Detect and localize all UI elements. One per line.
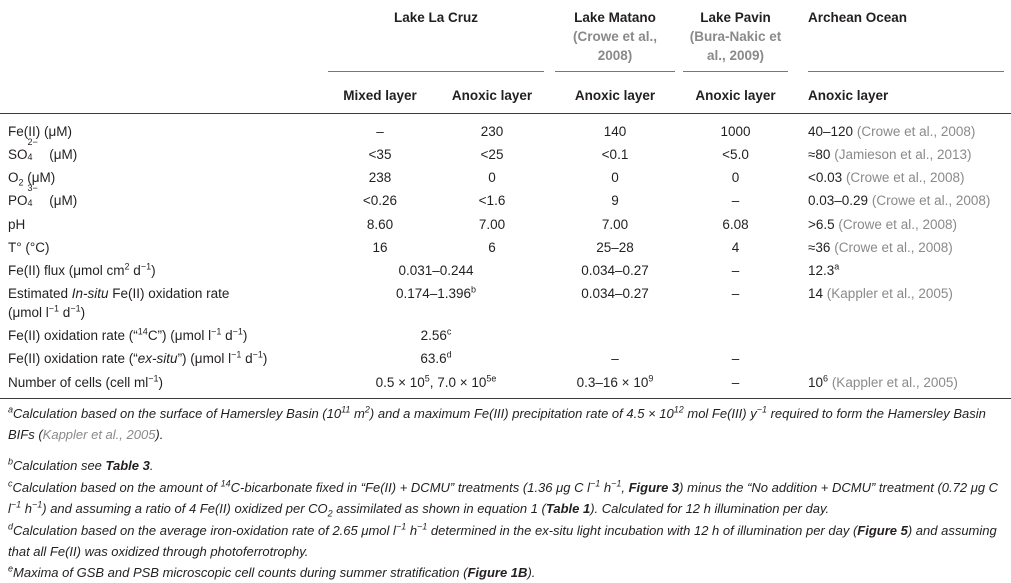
cell-pavin: – — [731, 351, 740, 366]
table-1-link[interactable]: Table 1 — [545, 501, 591, 516]
cell-pavin: 1000 — [720, 124, 751, 139]
figure-1b-link[interactable]: Figure 1B — [467, 565, 528, 580]
subheader-mixed-layer: Mixed layer — [343, 88, 417, 103]
cell-pavin: – — [731, 263, 740, 278]
figure-5-link[interactable]: Figure 5 — [857, 523, 908, 538]
cell-pavin: <5.0 — [722, 147, 749, 162]
cell-la-cruz-merged: 0.031–0.244 — [398, 263, 474, 278]
subheader-anoxic-layer-archean: Anoxic layer — [808, 88, 889, 103]
archean-ref: (Crowe et al., 2008) — [856, 124, 976, 139]
row-label: Fe(II) oxidation rate (“$^{14}$C”) (μmol $l^{-1}$ $d^{-1}$) — [8, 326, 248, 343]
cell-pavin: 0 — [731, 170, 740, 185]
cell-mixed: 16 — [372, 240, 388, 255]
cell-matano: 0.034–0.27 — [581, 286, 649, 301]
header-lake-matano-ref: (Crowe et al., 2008) — [572, 29, 658, 63]
cell-la-cruz-merged: 63.6$^d$ — [420, 349, 452, 366]
cell-anoxic: <1.6 — [478, 193, 506, 208]
header-lake-matano-title: Lake Matano — [574, 10, 656, 25]
footnote-d: $^d$Calculation based on the average iron-oxidation rate of 2.65 μmol $l^{-1}$ $h^{-1}$ determined in the ex-situ light incubation with 12 h of illumination per day (Figure 5) and assuming that all Fe(II) was oxidized through photoferrotrophy. — [8, 521, 997, 559]
row-label: Number of cells (cell $ml^{-1}$) — [8, 373, 164, 390]
cell-anoxic: 6 — [488, 240, 496, 255]
header-lake-pavin-title: Lake Pavin — [700, 10, 771, 25]
table-bottom-rule — [0, 398, 1011, 399]
cell-matano: 140 — [603, 124, 627, 139]
cell-la-cruz-merged: 2.56$^c$ — [420, 326, 452, 343]
cell-pavin: 4 — [731, 240, 740, 255]
row-label: Fe(II) flux (μmol $cm^2$ $d^{-1}$) — [8, 261, 156, 278]
rule-archean — [808, 71, 1004, 72]
cell-mixed: <0.26 — [362, 193, 398, 208]
footnote-e: $^e$Maxima of GSB and PSB microscopic cell counts during summer stratification (Figure 1B). — [8, 563, 536, 580]
archean-ref: (Jamieson et al., 2013) — [834, 147, 972, 162]
subheader-anoxic-layer-la-cruz: Anoxic layer — [451, 88, 533, 103]
cell-pavin: – — [731, 375, 740, 390]
row-label: Estimated In-situ Fe(II) oxidation rate (μmol $l^{-1}$ $d^{-1}$) — [8, 286, 230, 320]
archean-ref: (Crowe et al., 2008) — [845, 170, 965, 185]
archean-value: <0.03 — [808, 170, 843, 185]
cell-pavin: – — [731, 286, 740, 301]
cell-matano: <0.1 — [601, 147, 629, 162]
row-label: $O_2$ (μM) — [8, 170, 56, 188]
cell-anoxic: <25 — [480, 147, 504, 162]
cell-mixed: – — [376, 124, 384, 139]
cell-matano: 0.034–0.27 — [581, 263, 649, 278]
rule-matano — [555, 71, 675, 72]
row-label: Fe(II) oxidation rate (“ex-situ”) (μmol $l^{-1}$ $d^{-1}$) — [8, 349, 268, 366]
archean-value: ≈80 — [808, 147, 831, 162]
table-3-link[interactable]: Table 3 — [105, 458, 150, 473]
subheader-anoxic-layer-pavin: Anoxic layer — [695, 88, 776, 103]
figure-3-link[interactable]: Figure 3 — [628, 480, 680, 495]
archean-value: 14 — [808, 286, 824, 301]
archean-ref: (Crowe et al., 2008) — [871, 193, 991, 208]
cell-matano: 0 — [611, 170, 619, 185]
footnote-c: $^c$Calculation based on the amount of $^{14}$C-bicarbonate fixed in “Fe(II) + DCMU” treatments (1.36 μg C $l^{-1}$ $h^{-1}$, Figure 3) minus the “No addition + DCMU” treatment (0.72 μg C $l^{-1}$ $h^{-1}$) and assuming a ratio of 4 Fe(II) oxidized per $CO_2$ assimilated as shown in equation 1 (Table 1). Calculated for 12 h illumination per day. — [8, 478, 999, 519]
row-label: Fe(II) (μM) — [8, 124, 73, 139]
rule-pavin — [683, 71, 788, 72]
archean-value: >6.5 — [808, 217, 835, 232]
cell-archean — [808, 145, 972, 164]
cell-archean — [808, 238, 953, 257]
header-lake-matano — [555, 8, 675, 65]
archean-value: ≈36 — [808, 240, 831, 255]
footnote-mark: a — [834, 261, 840, 272]
cell-matano: 9 — [611, 193, 619, 208]
archean-value: 40–120 — [808, 124, 854, 139]
archean-ref: (Crowe et al., 2008) — [838, 217, 957, 232]
cell-archean — [808, 215, 957, 234]
cell-mixed: 8.60 — [366, 217, 394, 232]
cell-pavin: 6.08 — [722, 217, 749, 232]
header-lake-la-cruz: Lake La Cruz — [393, 10, 479, 25]
archean-value: 12.3 — [808, 263, 835, 278]
cell-archean — [808, 168, 965, 187]
row-label: pH — [8, 217, 26, 232]
cell-matano: 7.00 — [601, 217, 629, 232]
header-lake-pavin — [683, 8, 788, 65]
cell-la-cruz-merged: $0.5 \times 10^5$, $7.0 \times 10^{5e}$ — [375, 373, 497, 390]
footnote-a-ref[interactable]: Kappler et al., 2005 — [42, 427, 156, 442]
footnote-b: $^b$Calculation see Table 3. — [8, 456, 154, 473]
row-label: T° (°C) — [8, 240, 50, 255]
cell-matano: 25–28 — [596, 240, 634, 255]
cell-matano: – — [611, 351, 619, 366]
archean-ref: (Kappler et al., 2005) — [831, 375, 958, 390]
cell-archean — [808, 122, 975, 141]
rule-la-cruz — [328, 71, 544, 72]
footnote-a: $^a$Calculation based on the surface of Hamersley Basin ($10^{11}$ $m^2$) and a maximum Fe(III) precipitation rate of $4.5 \times 10^{12}$ mol Fe(III) $y^{-1}$ required to form the Hamersley Basin BIFs (Kappler et al., 2005). — [8, 404, 986, 442]
header-lake-pavin-ref: (Bura-Nakic et al., 2009) — [689, 29, 782, 63]
cell-mixed: 238 — [368, 170, 392, 185]
cell-archean: $10^6$ (Kappler et al., 2005) — [808, 373, 958, 390]
cell-pavin: – — [731, 193, 740, 208]
row-label: PO 3− 4 (μM) — [8, 183, 78, 208]
cell-anoxic: 7.00 — [478, 217, 506, 232]
cell-archean — [808, 191, 990, 210]
cell-archean — [808, 284, 953, 303]
row-label: SO 2− 4 (μM) — [8, 137, 78, 162]
cell-la-cruz-merged: 0.174–1.396$^b$ — [395, 284, 477, 301]
header-archean-ocean: Archean Ocean — [808, 10, 908, 25]
subheader-anoxic-layer-matano: Anoxic layer — [574, 88, 656, 103]
cell-anoxic: 230 — [480, 124, 504, 139]
cell-archean — [808, 261, 839, 280]
archean-ref: (Crowe et al., 2008) — [834, 240, 953, 255]
cell-anoxic: 0 — [488, 170, 496, 185]
cell-matano: $0.3-16 \times 10^9$ — [576, 373, 654, 390]
archean-value: 0.03–0.29 — [808, 193, 869, 208]
cell-mixed: <35 — [368, 147, 392, 162]
header-bottom-rule — [0, 113, 1011, 114]
archean-ref: (Kappler et al., 2005) — [826, 286, 953, 301]
